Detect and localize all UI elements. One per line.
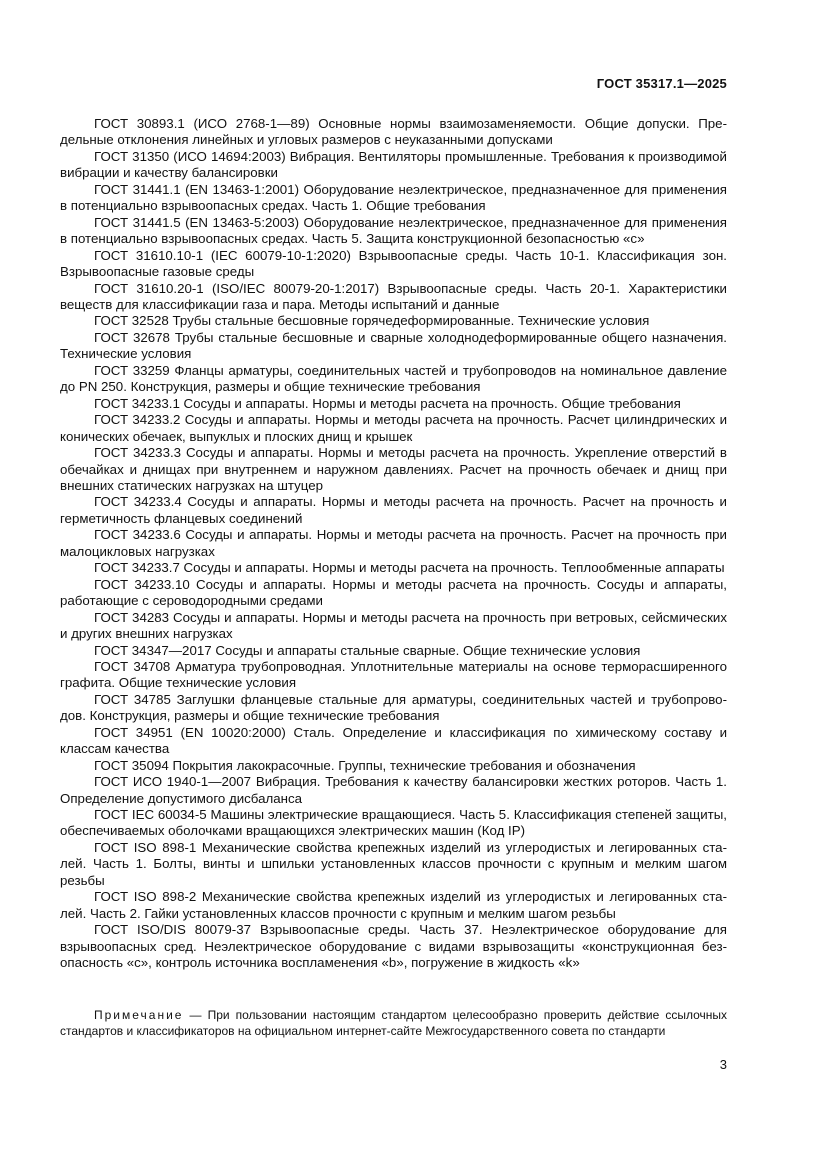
reference-item: ГОСТ 30893.1 (ИСО 2768-1—89) Основные нормы взаимозаменяемости. Общие допуски. Предельные отклонения линейных и угловых размеров с неуказанными допусками xyxy=(60,116,727,148)
reference-item: ГОСТ ISO/DIS 80079-37 Взрывоопасные среды. Часть 37. Неэлектрическое оборудование для взрывоопасных сред. Неэлектрическое оборудование с видами взрывозащиты «конструкционная безопасность «с», контроль источника воспламенения «b», погружение в жидкость «k» xyxy=(60,922,727,971)
reference-item: ГОСТ 34233.1 Сосуды и аппараты. Нормы и методы расчета на прочность. Общие требования xyxy=(94,395,681,411)
document-header: ГОСТ 35317.1—2025 xyxy=(596,76,727,91)
reference-item: ГОСТ ISO 898-1 Механические свойства крепежных изделий из углеродистых и легированных сталей. Часть 1. Болты, винты и шпильки установленных классов прочности с крупным и мелким шагом резьбы xyxy=(60,839,727,888)
reference-item: ГОСТ 34233.6 Сосуды и аппараты. Нормы и методы расчета на прочность. Расчет на прочность при малоцикловых нагрузках xyxy=(60,527,727,559)
reference-item: ГОСТ 31610.20-1 (ISO/IEC 80079-20-1:2017) Взрывоопасные среды. Часть 20-1. Характеристики веществ для классификации газа и пара. Методы испытаний и данные xyxy=(60,280,727,312)
reference-item: ГОСТ 34283 Сосуды и аппараты. Нормы и методы расчета на прочность при ветровых, сейсмических и других внешних нагрузках xyxy=(60,609,727,642)
note-label: Примечание xyxy=(94,1008,184,1022)
reference-item: ГОСТ 31610.10-1 (IEC 60079-10-1:2020) Взрывоопасные среды. Часть 10-1. Классификация зон. Взрывоопасные газовые среды xyxy=(60,247,727,280)
reference-item: ГОСТ IEC 60034-5 Машины электрические вращающиеся. Часть 5. Классификация степеней защиты, обеспечиваемых оболочками вращающихся электрических машин (Код IP) xyxy=(60,807,727,839)
note-paragraph xyxy=(60,1007,727,1039)
reference-item: ГОСТ 35094 Покрытия лакокрасочные. Группы, технические требования и обозначения xyxy=(94,757,636,773)
note-dash: — xyxy=(183,1008,208,1022)
page-number: 3 xyxy=(719,1057,727,1072)
reference-item: ГОСТ 34233.10 Сосуды и аппараты. Нормы и методы расчета на прочность. Сосуды и аппараты, работающие с сероводородными средами xyxy=(60,576,727,609)
note-text: При пользовании настоящим стандартом целесообразно проверить действие ссылочных стандартов и классификаторов на официальном интернет-сайте Межгосударственного совета по стандарти xyxy=(60,1008,728,1038)
reference-item: ГОСТ 34708 Арматура трубопроводная. Уплотнительные материалы на основе терморасширенного графита. Общие технические условия xyxy=(60,658,727,691)
reference-item: ГОСТ 34785 Заглушки фланцевые стальные для арматуры, соединительных частей и трубопроводов. Конструкция, размеры и общие технические требования xyxy=(60,691,727,724)
reference-item: ГОСТ 31350 (ИСО 14694:2003) Вибрация. Вентиляторы промышленные. Требования к производимой вибрации и качеству балансировки xyxy=(60,148,727,181)
reference-item: ГОСТ 34233.4 Сосуды и аппараты. Нормы и методы расчета на прочность. Расчет на прочность и герметичность фланцевых соединений xyxy=(60,494,727,526)
reference-item: ГОСТ 33259 Фланцы арматуры, соединительных частей и трубопроводов на номинальное давление до PN 250. Конструкция, размеры и общие технические требования xyxy=(60,362,727,395)
reference-item: ГОСТ 34233.3 Сосуды и аппараты. Нормы и методы расчета на прочность. Укрепление отверстий в обечайках и днищах при внутреннем и наружном давлениях. Расчет на прочность обечаек и днищ при внешних статических нагрузках на штуцер xyxy=(60,445,727,493)
references-list xyxy=(60,116,727,972)
reference-item: ГОСТ 31441.1 (EN 13463-1:2001) Оборудование неэлектрическое, предназначенное для применения в потенциально взрывоопасных средах. Часть 1. Общие требования xyxy=(60,181,727,214)
reference-item: ГОСТ ИСО 1940-1—2007 Вибрация. Требования к качеству балансировки жестких роторов. Часть 1. Определение допустимого дисбаланса xyxy=(60,774,727,806)
reference-item: ГОСТ ISO 898-2 Механические свойства крепежных изделий из углеродистых и легированных сталей. Часть 2. Гайки установленных классов прочности с крупным и мелким шагом резьбы xyxy=(60,889,727,921)
reference-item: ГОСТ 34951 (EN 10020:2000) Сталь. Определение и классификация по химическому составу и классам качества xyxy=(60,724,727,757)
reference-item: ГОСТ 31441.5 (EN 13463-5:2003) Оборудование неэлектрическое, предназначенное для применения в потенциально взрывоопасных средах. Часть 5. Защита конструкционной безопасностью «с» xyxy=(60,214,727,247)
reference-item: ГОСТ 32528 Трубы стальные бесшовные горячедеформированные. Технические условия xyxy=(94,313,650,329)
reference-item: ГОСТ 34347—2017 Сосуды и аппараты стальные сварные. Общие технические условия xyxy=(94,642,641,658)
reference-item: ГОСТ 34233.7 Сосуды и аппараты. Нормы и методы расчета на прочность. Теплообменные аппараты xyxy=(94,560,725,576)
reference-item: ГОСТ 32678 Трубы стальные бесшовные и сварные холоднодеформированные общего назначения. Технические условия xyxy=(60,329,727,362)
reference-item: ГОСТ 34233.2 Сосуды и аппараты. Нормы и методы расчета на прочность. Расчет цилиндрических и конических обечаек, выпуклых и плоских днищ и крышек xyxy=(60,412,727,444)
